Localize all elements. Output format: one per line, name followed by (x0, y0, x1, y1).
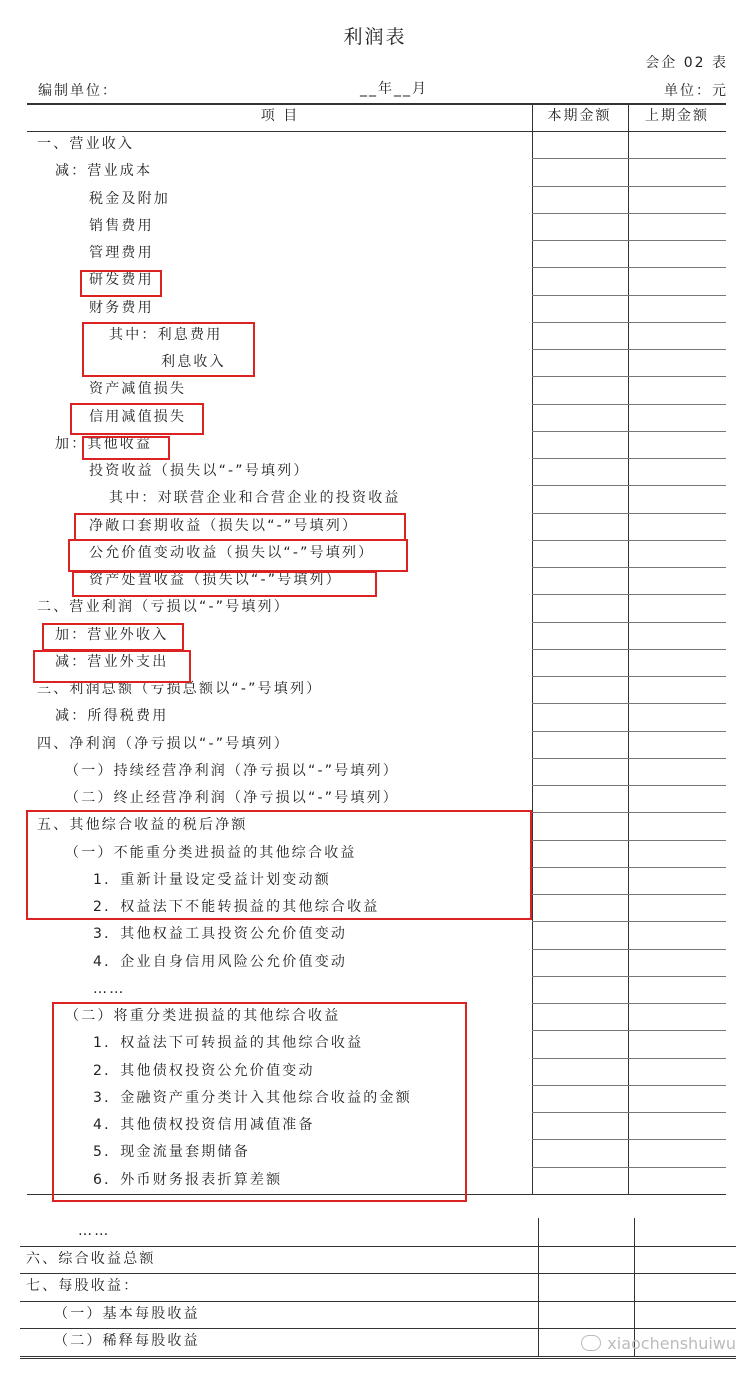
cell-rule (532, 949, 726, 950)
unit-label: 单位：元 (664, 83, 728, 99)
table-row: 3．金融资产重分类计入其他综合收益的金额 (93, 1089, 412, 1106)
cell-rule (532, 867, 726, 868)
table-row: 其中：对联营企业和合营企业的投资收益 (109, 490, 401, 507)
cell-rule (532, 240, 726, 241)
table-row: 5．现金流量套期储备 (93, 1144, 250, 1161)
table-row: 五、其他综合收益的税后净额 (37, 817, 248, 834)
cell-rule (532, 404, 726, 405)
watermark (581, 1334, 736, 1353)
table-row: 资产处置收益（损失以“-”号填列） (89, 572, 342, 588)
highlight-box (42, 623, 184, 651)
cell-rule (532, 622, 726, 623)
cell-rule (532, 894, 726, 895)
table-rule (20, 1358, 736, 1359)
table-row: （一）不能重分类进损益的其他综合收益 (65, 844, 357, 861)
cell-rule (532, 1085, 726, 1086)
table-row: （二）稀释每股收益 (54, 1333, 200, 1349)
cell-rule (532, 1139, 726, 1140)
cell-rule (532, 840, 726, 841)
table-row: （一）基本每股收益 (54, 1305, 200, 1322)
cell-rule (532, 186, 726, 187)
highlight-box (68, 539, 408, 572)
table-row: 六、综合收益总额 (26, 1250, 156, 1267)
cell-rule (532, 322, 726, 323)
table-row: 1．重新计量设定受益计划变动额 (93, 871, 331, 888)
cell-rule (532, 676, 726, 677)
table-row: 3．其他权益工具投资公允价值变动 (93, 926, 348, 943)
highlight-box (80, 270, 162, 297)
table-row: 利息收入 (161, 354, 226, 370)
highlight-box (82, 322, 255, 377)
cell-rule (532, 703, 726, 704)
table-row: 七、每股收益： (26, 1278, 140, 1294)
cell-rule (532, 295, 726, 296)
table-rule (20, 1356, 736, 1357)
table-row: 财务费用 (89, 299, 154, 316)
page-title: 利润表 (343, 26, 407, 48)
cell-rule (532, 976, 726, 977)
cell-rule (532, 213, 726, 214)
table-row: 三、利润总额（亏损总额以“-”号填列） (37, 681, 323, 697)
cell-rule (532, 921, 726, 922)
table-row: 4．其他债权投资信用减值准备 (93, 1117, 315, 1133)
cell-rule (532, 376, 726, 377)
cell-rule (532, 731, 726, 732)
table-row: 2．权益法下不能转损益的其他综合收益 (93, 899, 380, 915)
cell-rule (532, 349, 726, 350)
highlight-box (72, 571, 377, 597)
table-row: 加：营业外收入 (55, 626, 169, 643)
cell-rule (532, 431, 726, 432)
cell-rule (532, 649, 726, 650)
table-row: 其中：利息费用 (109, 326, 223, 343)
cell-rule (532, 485, 726, 486)
table-row: …… (93, 980, 126, 997)
highlight-box (82, 436, 170, 460)
cell-rule (532, 785, 726, 786)
cell-rule (532, 812, 726, 813)
cell-rule (532, 1112, 726, 1113)
highlight-box (33, 650, 191, 683)
table-row: 研发费用 (89, 272, 154, 289)
table-row: 二、营业利润（亏损以“-”号填列） (37, 599, 290, 616)
form-number: 会企 02 表 (645, 55, 728, 71)
wechat-icon (581, 1335, 601, 1351)
period-label: __年__月 (360, 81, 428, 97)
highlight-box (74, 513, 406, 541)
cell-rule (532, 567, 726, 568)
table-row: 信用减值损失 (89, 408, 187, 425)
table-row: 减：所得税费用 (55, 708, 169, 725)
org-label: 编制单位： (38, 83, 118, 99)
cell-rule (532, 1167, 726, 1168)
col-header-item: 项 目 (260, 108, 300, 124)
cell-rule (532, 458, 726, 459)
highlight-box (52, 1002, 467, 1202)
table-row: 四、净利润（净亏损以“-”号填列） (37, 735, 290, 752)
table-row: 投资收益（损失以“-”号填列） (89, 463, 310, 479)
table-row: 一、营业收入 (37, 136, 135, 152)
col-header-current: 本期金额 (547, 108, 612, 124)
table-row: 税金及附加 (89, 190, 170, 207)
table-row: 净敞口套期收益（损失以“-”号填列） (89, 517, 359, 534)
table-row: 4．企业自身信用风险公允价值变动 (93, 953, 348, 970)
table-row: 销售费用 (89, 217, 154, 234)
cell-rule (532, 540, 726, 541)
cell-rule (532, 267, 726, 268)
table-row: （二）终止经营净利润（净亏损以“-”号填列） (65, 790, 399, 806)
cell-rule (532, 513, 726, 514)
table-row: 公允价值变动收益（损失以“-”号填列） (89, 544, 375, 561)
highlight-box (70, 403, 204, 435)
table-row: 2．其他债权投资公允价值变动 (93, 1062, 315, 1079)
cell-rule (532, 1058, 726, 1059)
table-row: 1．权益法下可转损益的其他综合收益 (93, 1035, 364, 1052)
cell-rule (532, 758, 726, 759)
cell-rule (532, 1030, 726, 1031)
table-row: …… (78, 1223, 111, 1239)
table-row: （一）持续经营净利润（净亏损以“-”号填列） (65, 762, 399, 779)
table-rule (538, 1218, 539, 1356)
table-row: 减：营业外支出 (55, 653, 169, 670)
cell-rule (532, 594, 726, 595)
cell-rule (532, 1003, 726, 1004)
table-row: 6．外币财务报表折算差额 (93, 1171, 283, 1188)
cell-rule (532, 158, 726, 159)
table-row: 减：营业成本 (55, 163, 153, 180)
table-row: 资产减值损失 (89, 381, 187, 398)
table-row: （二）将重分类进损益的其他综合收益 (65, 1008, 341, 1024)
table-row: 管理费用 (89, 245, 154, 261)
highlight-box (26, 810, 532, 920)
table-row: 加：其他收益 (55, 435, 153, 452)
col-header-previous: 上期金额 (645, 108, 709, 124)
watermark-text: xiaochenshuiwu (607, 1334, 736, 1353)
